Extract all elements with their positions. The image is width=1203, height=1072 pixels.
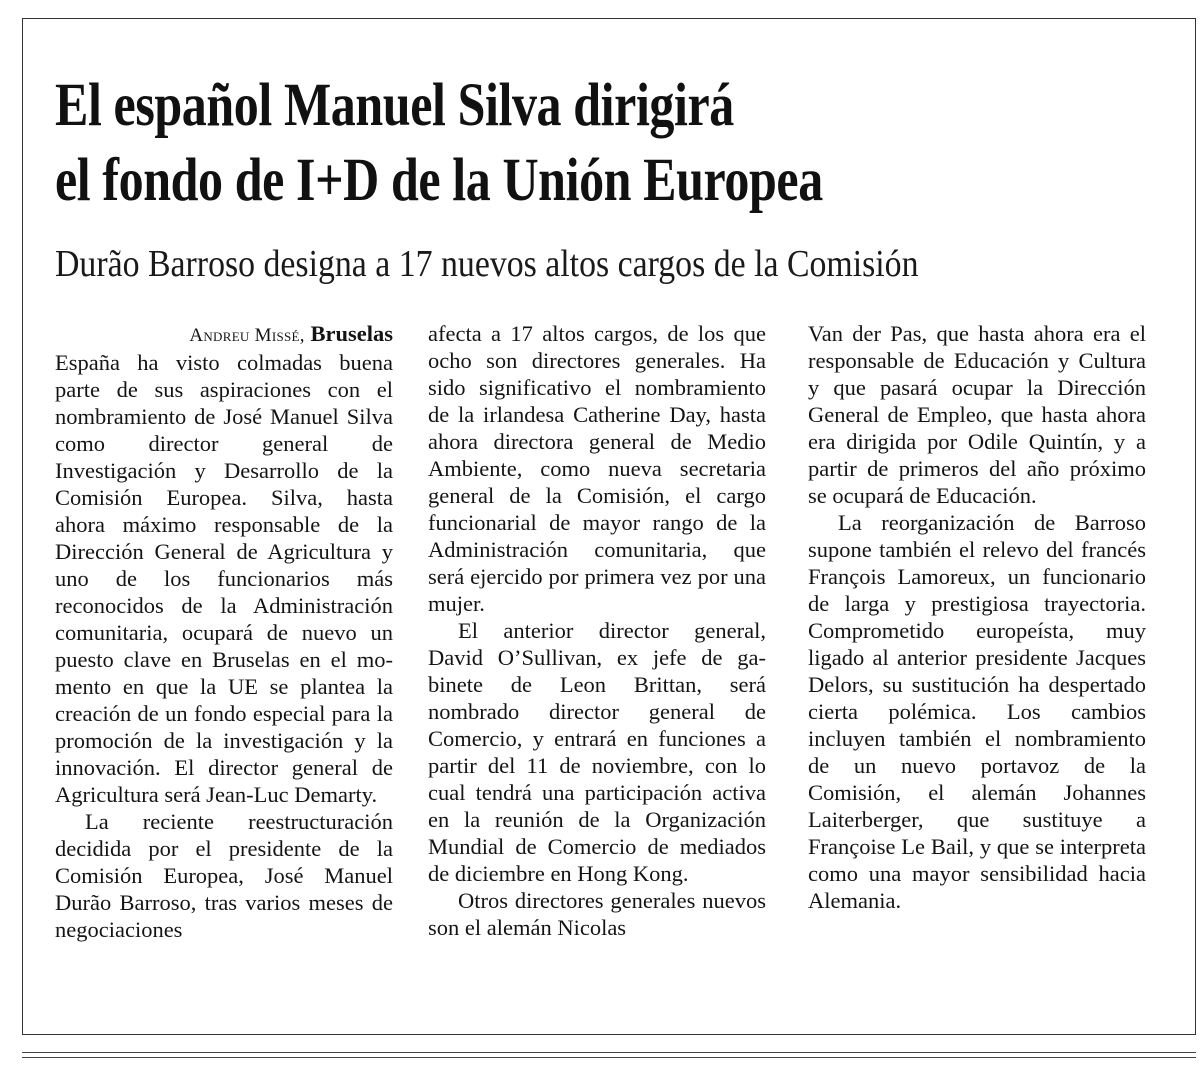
- article-column-2: [428, 320, 766, 941]
- footer-rule: [22, 1052, 1196, 1053]
- paragraph: La reorganización de Barroso supone también el relevo del francés François Lamoreux, un funcionario de larga y prestigiosa trayectoria. Comprometido europeísta, muy ligado al anterior presidente Jacques Delors, su sustitución ha despertado cierta polémica. Los cambios incluyen también el nombramiento de un nuevo portavoz de la Comisión, el alemán Johannes Laiterberger, que sustituye a Françoise Le Bail, y que se interpreta como una mayor sensibilidad hacia Alemania.: [808, 510, 1146, 913]
- headline-line-2: el fondo de I+D de la Unión Europea: [55, 147, 823, 214]
- footer-rule: [22, 1057, 1196, 1058]
- article-column-1: [55, 320, 393, 943]
- paragraph: La reciente reestructuración decidida por el presidente de la Comisión Europea, José Manuel Durão Barroso, tras varios meses de negociaciones: [55, 809, 393, 942]
- byline-author: Andreu Missé,: [189, 325, 305, 346]
- article-column-3: [808, 320, 1146, 914]
- paragraph: España ha visto colmadas buena parte de sus aspiraciones con el nombramiento de José Manuel Silva como director general de Investigación y Desarrollo de la Comisión Europea. Silva, hasta ahora máximo responsable de la Dirección General de Agricultura y uno de los funcionarios más reconocidos de la Administración comunitaria, ocupará de nuevo un puesto clave en Bruselas en el momento en que la UE se plantea la creación de un fondo especial para la promoción de la investigación y la innovación. El director general de Agricultura será Jean-Luc Demarty.: [55, 350, 393, 807]
- paragraph: El anterior director general, David O’Sullivan, ex jefe de gabinete de Leon Brittan, será nombrado director general de Comercio, y entrará en funciones a partir del 11 de noviembre, con lo cual tendrá una participación activa en la reunión de la Organización Mundial de Comercio de mediados de diciembre en Hong Kong.: [428, 618, 766, 886]
- byline-place: Bruselas: [310, 321, 393, 346]
- byline: [55, 320, 393, 349]
- paragraph: afecta a 17 altos cargos, de los que ocho son directores generales. Ha sido significativo el nombramiento de la irlandesa Catherine Day, hasta ahora directora general de Medio Ambiente, como nueva secretaria general de la Comisión, el cargo funcionarial de mayor rango de la Administración comunitaria, que será ejercido por primera vez por una mujer.: [428, 321, 766, 616]
- subheadline: Durão Barroso designa a 17 nuevos altos cargos de la Comisión: [55, 243, 919, 285]
- headline-line-1: El español Manuel Silva dirigirá: [55, 72, 734, 139]
- paragraph: Otros directores generales nuevos son el alemán Nicolas: [428, 888, 766, 940]
- headline: [55, 68, 973, 218]
- paragraph: Van der Pas, que hasta ahora era el responsable de Educación y Cultura y que pasará ocupar la Dirección General de Empleo, que hasta ahora era dirigida por Odile Quintín, y a partir de primeros del año próximo se ocupará de Educación.: [808, 321, 1146, 508]
